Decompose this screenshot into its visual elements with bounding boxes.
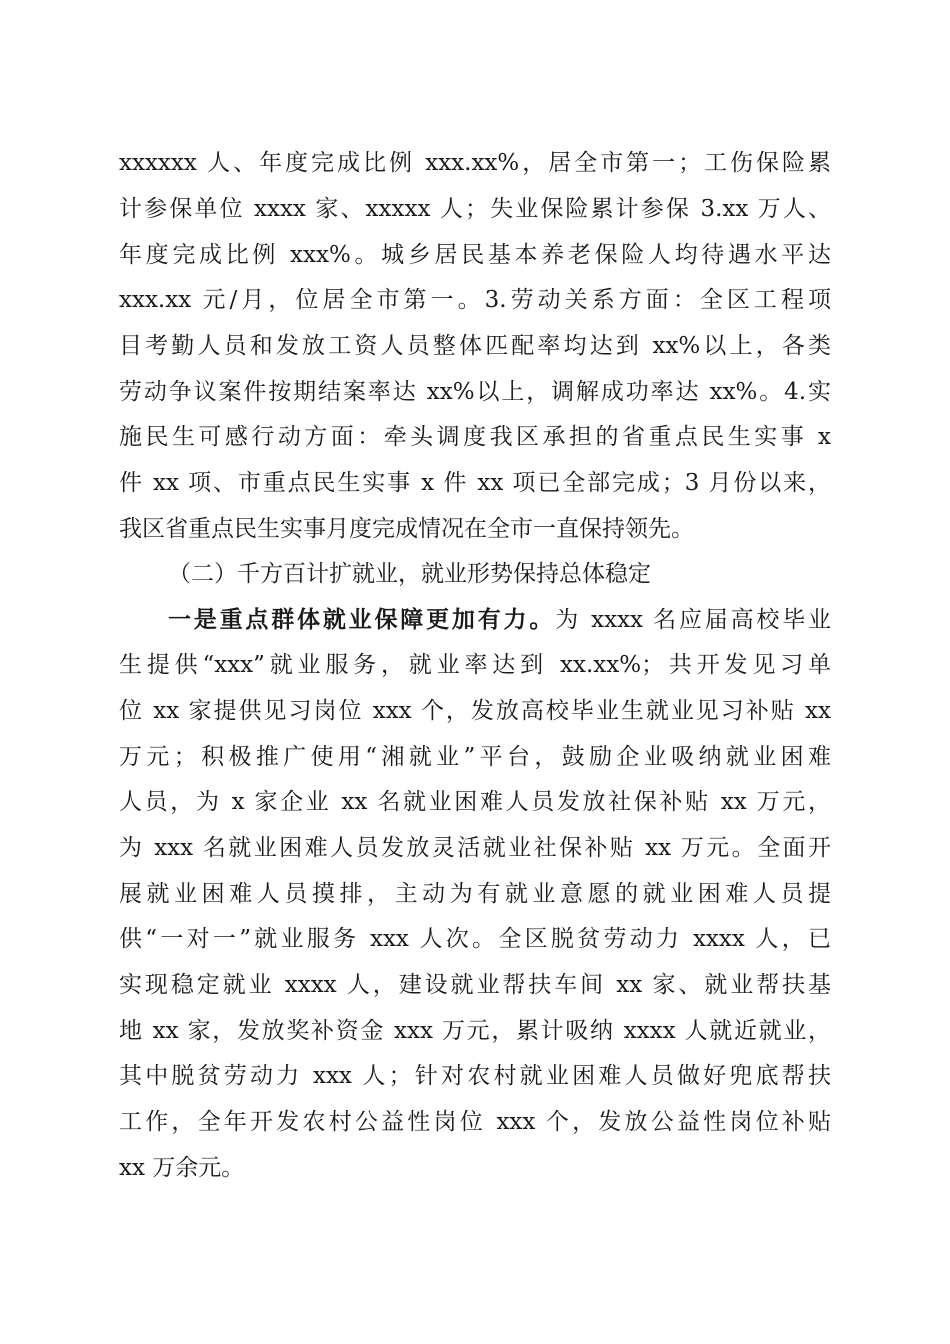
paragraph-line: 为 xxx 名就业困难人员发放灵活就业社保补贴 xx 万元。全面开	[119, 835, 831, 861]
paragraph-line: 目考勤人员和发放工资人员整体匹配率均达到 xx%以上，各类	[119, 333, 831, 359]
paragraph-line: 位 xx 家提供见习岗位 xxx 个，发放高校毕业生就业见习补贴 xx	[119, 698, 831, 724]
paragraph-line: 劳动争议案件按期结案率达 xx%以上，调解成功率达 xx%。4.实	[119, 379, 831, 405]
paragraph-line: 人员，为 x 家企业 xx 名就业困难人员发放社保补贴 xx 万元，	[119, 789, 831, 815]
paragraph-line: 件 xx 项、市重点民生实事 x 件 xx 项已全部完成；3 月份以来，	[119, 470, 831, 496]
paragraph-first-line	[168, 601, 831, 639]
paragraph-line: 工作，全年开发农村公益性岗位 xxx 个，发放公益性岗位补贴	[119, 1109, 831, 1135]
paragraph-line: 年度完成比例 xxx%。城乡居民基本养老保险人均待遇水平达	[119, 242, 831, 268]
section-heading: （二）千方百计扩就业，就业形势保持总体稳定	[168, 561, 651, 587]
paragraph-line: 展就业困难人员摸排，主动为有就业意愿的就业困难人员提	[119, 881, 831, 907]
paragraph-line: 地 xx 家，发放奖补资金 xxx 万元，累计吸纳 xxxx 人就近就业，	[119, 1018, 831, 1044]
paragraph-line: 其中脱贫劳动力 xxx 人；针对农村就业困难人员做好兜底帮扶	[119, 1063, 831, 1089]
paragraph-line: 施民生可感行动方面：牵头调度我区承担的省重点民生实事 x	[119, 424, 831, 450]
paragraph-line: xxx.xx 元/月，位居全市第一。3.劳动关系方面：全区工程项	[119, 287, 831, 313]
paragraph-line: 我区省重点民生实事月度完成情况在全市一直保持领先。	[119, 516, 694, 542]
paragraph-line: xxxxxx 人、年度完成比例 xxx.xx%，居全市第一；工伤保险累	[119, 150, 831, 176]
paragraph-line: 计参保单位 xxxx 家、xxxxx 人；失业保险累计参保 3.xx 万人、	[119, 196, 831, 222]
paragraph-line: 实现稳定就业 xxxx 人，建设就业帮扶车间 xx 家、就业帮扶基	[119, 972, 831, 998]
paragraph-line: 生提供“xxx”就业服务，就业率达到 xx.xx%；共开发见习单	[119, 652, 831, 678]
paragraph-lead-rest: 为 xxxx 名应届高校毕业	[555, 607, 832, 633]
paragraph-lead: 一是重点群体就业保障更加有力。	[168, 606, 556, 633]
paragraph-line: 供“一对一”就业服务 xxx 人次。全区脱贫劳动力 xxxx 人，已	[119, 926, 831, 952]
paragraph-line: 万元；积极推广使用“湘就业”平台，鼓励企业吸纳就业困难	[119, 744, 831, 770]
paragraph-line: xx 万余元。	[119, 1155, 245, 1181]
